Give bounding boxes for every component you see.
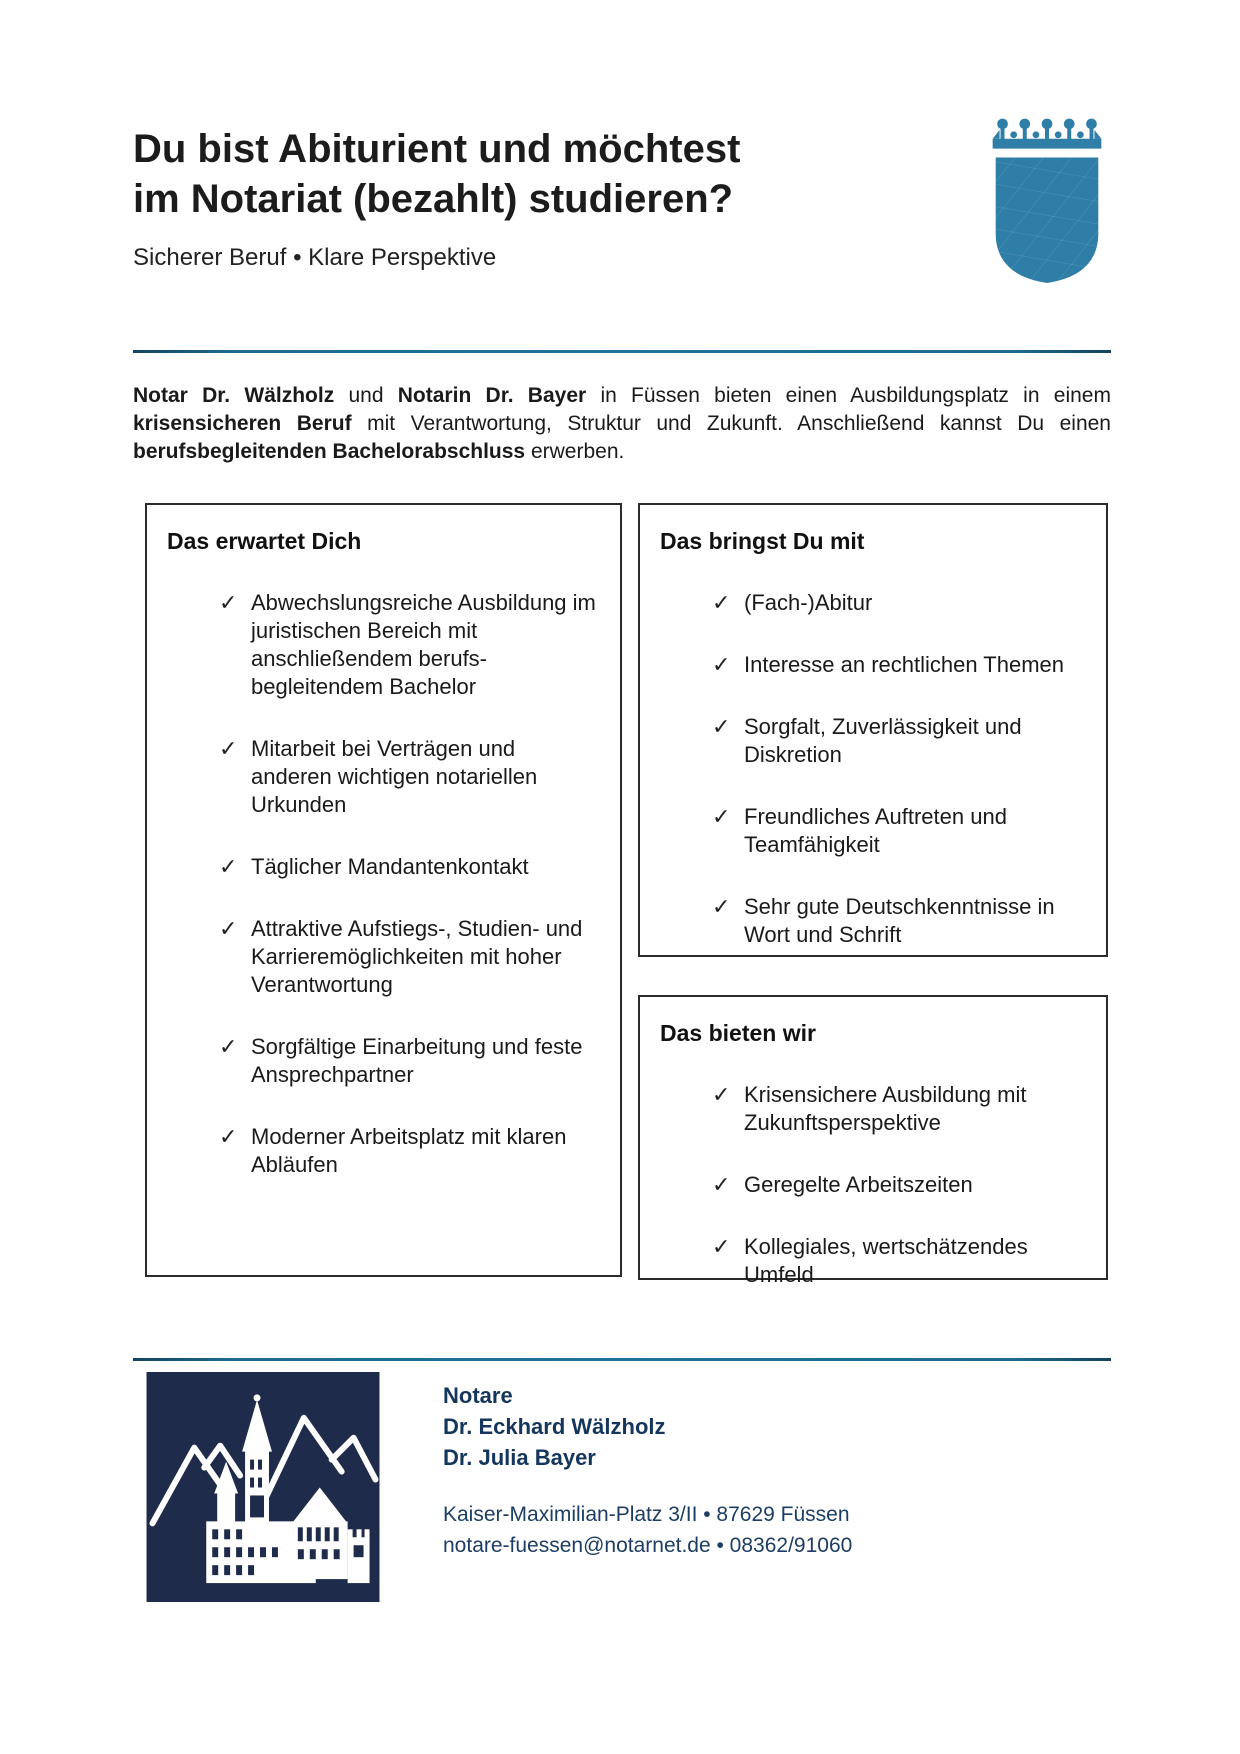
intro-bold-segment: berufsbegleitenden Bachelorabschluss [133, 440, 526, 463]
checkmark-icon: ✓ [712, 714, 731, 739]
intro-paragraph [133, 382, 1111, 466]
page-title [133, 124, 893, 224]
page-title-line1: Du bist Abiturient und möchtest [133, 127, 741, 171]
footer-notary-name: Dr. Julia Bayer [443, 1445, 596, 1470]
check-item [219, 735, 600, 819]
footer-org: Notare [443, 1383, 513, 1408]
check-item [219, 1033, 600, 1089]
check-item-text: Mitarbeit bei Verträgen und anderen wichtigen notariellen Urkunden [251, 736, 538, 817]
intro-segment: in Füssen bieten einen Ausbildungsplatz in einem [586, 384, 1111, 407]
box-das-bieten-wir [638, 995, 1108, 1287]
check-item-text: Attraktive Aufstiegs-, Studien- und Karrieremöglichkeiten mit hoher Verantwortung [251, 916, 583, 997]
checkmark-icon: ✓ [712, 590, 731, 615]
check-item-text: Freundliches Auftreten und Teamfähigkeit [744, 804, 1007, 857]
check-item-text: Abwechslungsreiche Ausbildung im juristischen Bereich mit anschließendem berufs-begleitendem Bachelor [251, 590, 596, 699]
box-title: Das erwartet Dich [167, 528, 362, 554]
footer-address: Kaiser-Maximilian-Platz 3/II • 87629 Füssen [443, 1503, 850, 1526]
check-item-text: Moderner Arbeitsplatz mit klaren Abläufen [251, 1124, 567, 1177]
check-item [712, 803, 1086, 859]
footer-contact-block [443, 1380, 1063, 1561]
check-item-text: Interesse an rechtlichen Themen [744, 652, 1064, 677]
box-das-bringst-du-mit [638, 503, 1108, 957]
check-list [167, 589, 600, 1179]
checkmark-icon: ✓ [712, 1234, 731, 1259]
check-item [712, 713, 1086, 769]
footer-contact: notare-fuessen@notarnet.de • 08362/91060 [443, 1534, 853, 1557]
box-das-erwartet-dich [145, 503, 622, 1277]
check-item [219, 589, 600, 701]
check-item [219, 1123, 600, 1179]
checkmark-icon: ✓ [219, 1124, 238, 1149]
check-item [712, 1171, 1086, 1199]
neuschwanstein-castle-image [146, 1372, 380, 1602]
box-title: Das bringst Du mit [660, 528, 865, 554]
checkmark-icon: ✓ [219, 854, 238, 879]
intro-bold-segment: Notarin Dr. Bayer [397, 384, 587, 407]
footer-divider [133, 1358, 1111, 1361]
check-item-text: Sorgfalt, Zuverlässigkeit und Diskretion [744, 714, 1022, 767]
check-item [712, 1081, 1086, 1137]
check-item [712, 1233, 1086, 1289]
checkmark-icon: ✓ [219, 736, 238, 761]
intro-bold-segment: Notar Dr. Wälzholz [133, 384, 335, 407]
check-item-text: Sehr gute Deutschkenntnisse in Wort und Schrift [744, 894, 1055, 947]
footer-notary-name: Dr. Eckhard Wälzholz [443, 1414, 666, 1439]
check-list [660, 589, 1086, 949]
box-title: Das bieten wir [660, 1020, 816, 1046]
footer-address-block [443, 1499, 1063, 1561]
check-item-text: Krisensichere Ausbildung mit Zukunftsperspektive [744, 1082, 1027, 1135]
footer-names [443, 1411, 1063, 1473]
checkmark-icon: ✓ [219, 590, 238, 615]
check-item-text: Geregelte Arbeitszeiten [744, 1172, 973, 1197]
check-item [712, 893, 1086, 949]
intro-bold-segment: krisensicheren Beruf [133, 412, 352, 435]
check-item-text: Kollegiales, wertschätzendes Umfeld [744, 1234, 1028, 1287]
checkmark-icon: ✓ [712, 652, 731, 677]
checkmark-icon: ✓ [712, 1082, 731, 1107]
top-divider [133, 350, 1111, 353]
check-list [660, 1081, 1086, 1289]
check-item-text: Täglicher Mandantenkontakt [251, 854, 529, 879]
page-subtitle: Sicherer Beruf • Klare Perspektive [133, 244, 497, 271]
checkmark-icon: ✓ [712, 804, 731, 829]
bavaria-crest-icon [988, 116, 1106, 284]
checkmark-icon: ✓ [219, 1034, 238, 1059]
check-item [219, 853, 600, 881]
check-item-text: Sorgfältige Einarbeitung und feste Ansprechpartner [251, 1034, 583, 1087]
check-item [712, 589, 1086, 617]
checkmark-icon: ✓ [712, 1172, 731, 1197]
check-item-text: (Fach-)Abitur [744, 590, 873, 615]
page-title-line2: im Notariat (bezahlt) studieren? [133, 177, 734, 221]
check-item [712, 651, 1086, 679]
intro-segment: erwerben. [525, 440, 625, 463]
intro-segment: mit Verantwortung, Struktur und Zukunft. Anschließend kannst Du einen [351, 412, 1111, 435]
checkmark-icon: ✓ [712, 894, 731, 919]
check-item [219, 915, 600, 999]
intro-segment: und [334, 384, 398, 407]
checkmark-icon: ✓ [219, 916, 238, 941]
